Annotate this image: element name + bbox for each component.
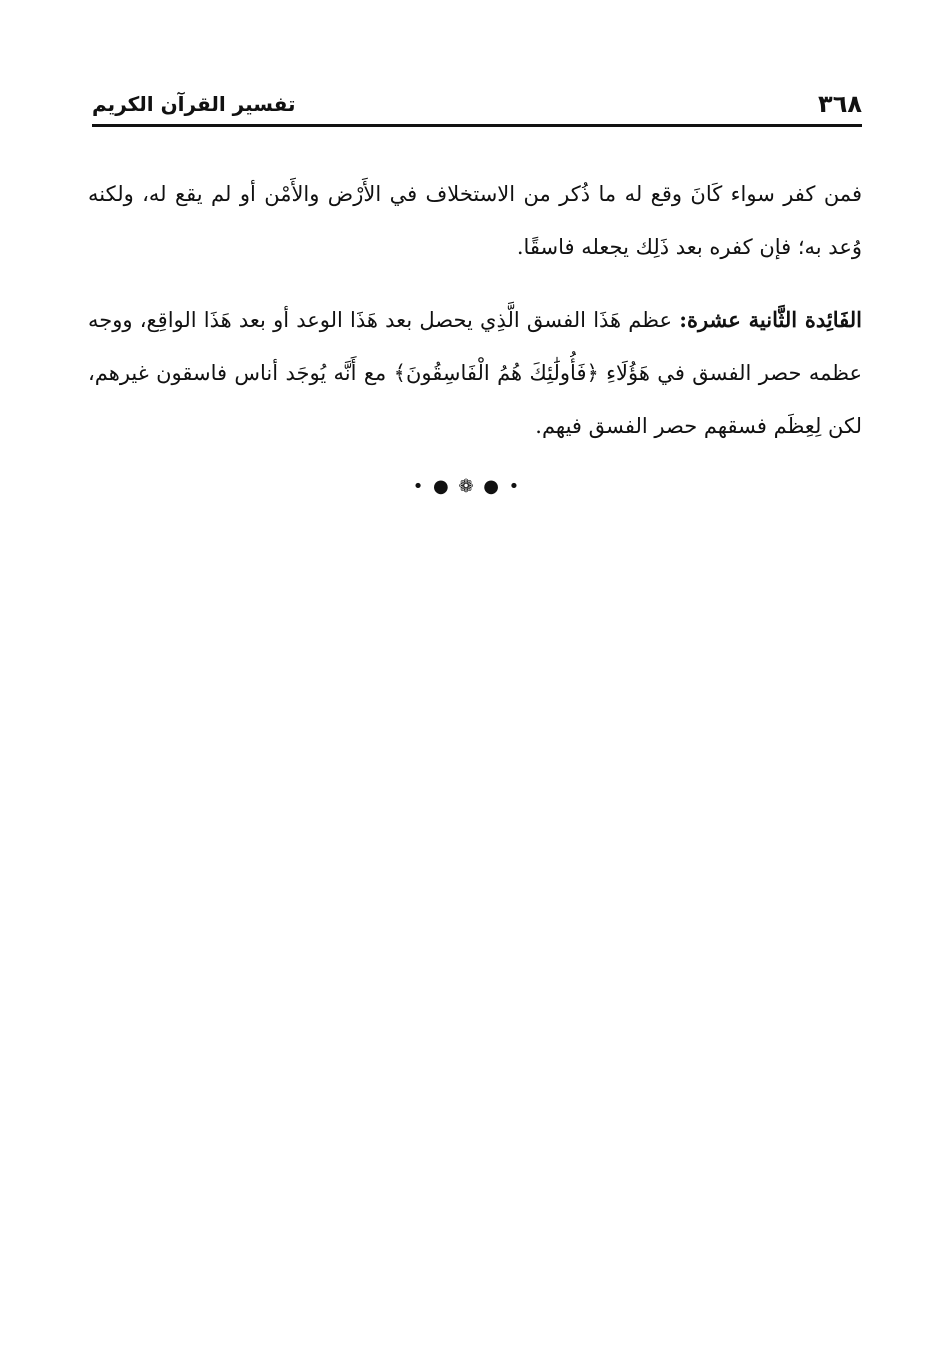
- benefit-text: عظم هَذَا الفسق الَّذِي يحصل بعد هَذَا الوعد أو بعد هَذَا الواقِع، ووجه عظمه حصر الفسق في هَؤُلَاءِ ﴿فَأُولَٰئِكَ هُمُ الْفَاسِقُونَ﴾ مع أَنَّه يُوجَد أناس فاسقون غيرهم، لكن لِعِظَم فسقهم حصر الفسق فيهم.: [88, 308, 862, 438]
- running-header: [92, 82, 862, 122]
- page-number: ٣٦٨: [818, 90, 862, 118]
- body-text: [88, 168, 862, 453]
- benefit-heading: الفَائِدة الثَّانية عشرة:: [679, 307, 862, 332]
- section-end-ornament: • ● ❁ ● •: [412, 476, 522, 497]
- header-rule: [92, 124, 862, 127]
- book-title: تفسير القرآن الكريم: [92, 92, 296, 116]
- paragraph-conclusion: فمن كفر سواء كَانَ وقع له ما ذُكر من الاستخلاف في الأَرْض والأَمْن أو لم يقع له، ولكنه وُعد به؛ فإن كفره بعد ذَلِك يجعله فاسقًا.: [88, 182, 862, 259]
- paragraph-benefit-twelve: [88, 293, 862, 453]
